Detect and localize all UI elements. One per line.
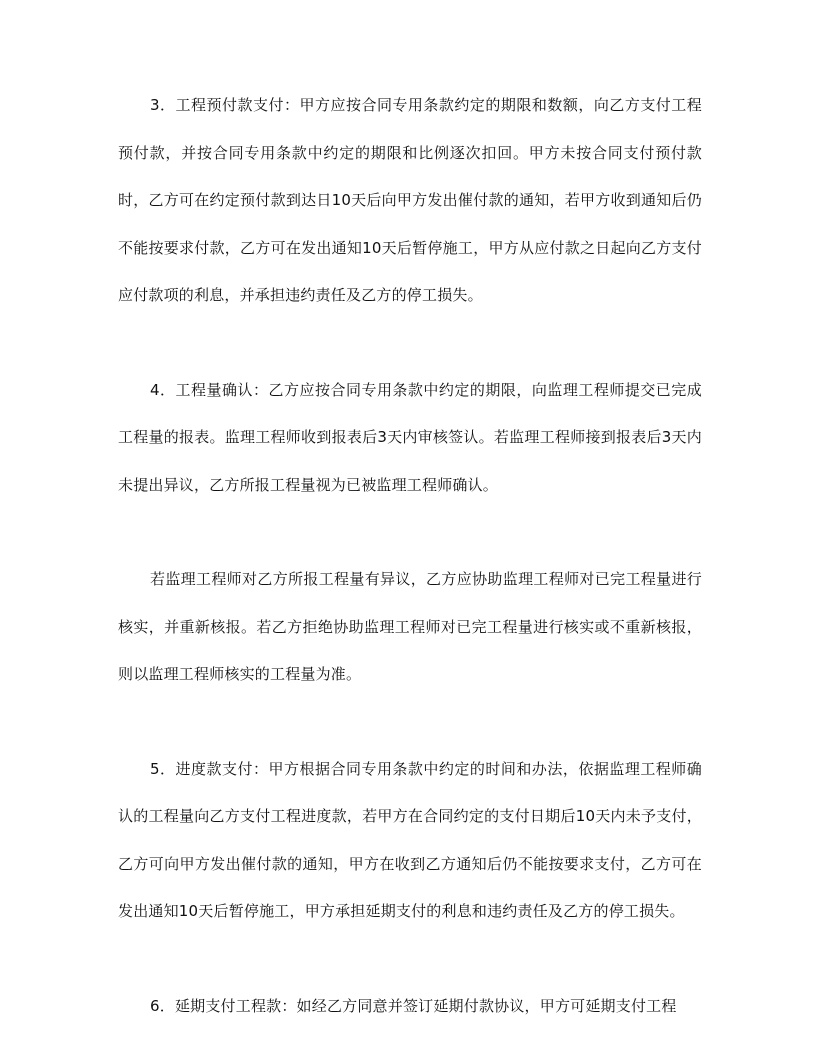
paragraph-quantity-dispute: 若监理工程师对乙方所报工程量有异议，乙方应协助监理工程师对已完工程量进行核实，并重新核报。若乙方拒绝协助监理工程师对已完工程量进行核实或不重新核报，则以监理工程师核实的工程量为准。 bbox=[118, 570, 702, 683]
document-body bbox=[118, 82, 702, 1030]
paragraph-advance-payment: 3．工程预付款支付：甲方应按合同专用条款约定的期限和数额，向乙方支付工程预付款，并按合同专用条款中约定的期限和比例逐次扣回。甲方未按合同支付预付款时，乙方可在约定预付款到达日10天后向甲方发出催付款的通知，若甲方收到通知后仍不能按要求付款，乙方可在发出通知10天后暂停施工，甲方从应付款之日起向乙方支付应付款项的利息，并承担违约责任及乙方的停工损失。 bbox=[118, 96, 702, 304]
paragraph-quantity-confirmation: 4．工程量确认：乙方应按合同专用条款中约定的期限，向监理工程师提交已完成工程量的报表。监理工程师收到报表后3天内审核签认。若监理工程师接到报表后3天内未提出异议，乙方所报工程量视为已被监理工程师确认。 bbox=[118, 380, 702, 494]
paragraph-deferred-payment: 6．延期支付工程款：如经乙方同意并签订延期付款协议，甲方可延期支付工程 bbox=[150, 996, 677, 1015]
paragraph-progress-payment: 5．进度款支付：甲方根据合同专用条款中约定的时间和办法，依据监理工程师确认的工程量向乙方支付工程进度款，若甲方在合同约定的支付日期后10天内未予支付，乙方可向甲方发出催付款的通知，甲方在收到乙方通知后仍不能按要求支付，乙方可在发出通知10天后暂停施工，甲方承担延期支付的利息和违约责任及乙方的停工损失。 bbox=[118, 759, 702, 920]
